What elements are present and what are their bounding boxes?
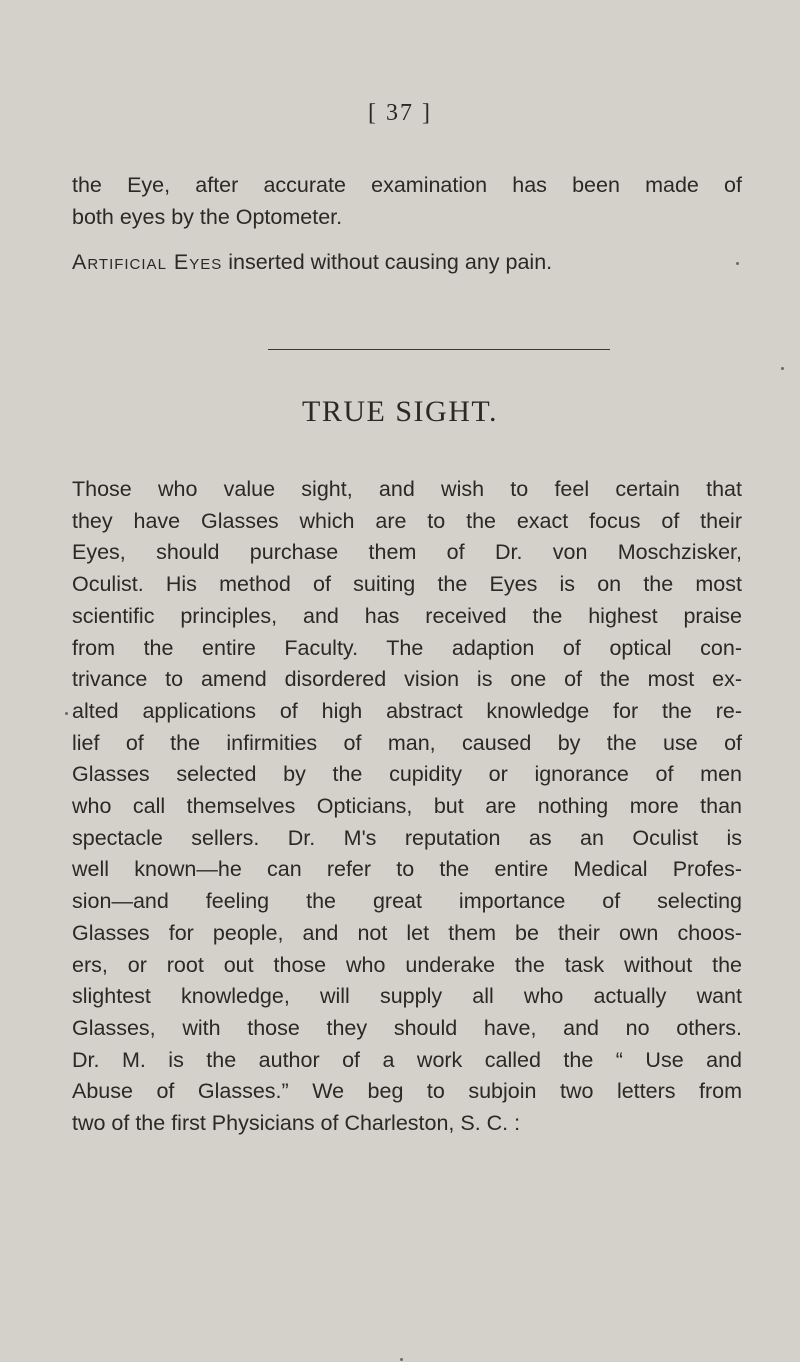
body-line: ers, or root out those who underake the task without the bbox=[72, 952, 742, 977]
body-line: who call themselves Opticians, but are nothing more than bbox=[72, 794, 742, 818]
body-line: Dr. M. is the author of a work called the “ Use and bbox=[72, 1047, 742, 1072]
body-line: alted applications of high abstract knowledge for the re- bbox=[72, 698, 742, 723]
body-line: slightest knowledge, will supply all who actually want bbox=[72, 984, 742, 1009]
body-line: Abuse of Glasses.” We beg to subjoin two letters from bbox=[72, 1079, 742, 1104]
body-line: well known—he can refer to the entire Medical Profes- bbox=[72, 857, 742, 882]
artificial-eyes-rest: inserted without causing any pain. bbox=[222, 250, 553, 274]
body-line: scientific principles, and has received the highest praise bbox=[72, 603, 742, 628]
body-line: they have Glasses which are to the exact focus of their bbox=[72, 508, 742, 533]
body-line: Eyes, should purchase them of Dr. von Moschzisker, bbox=[72, 540, 742, 565]
body-line: Glasses selected by the cupidity or ignorance of men bbox=[72, 762, 742, 787]
paper-speck bbox=[65, 712, 68, 715]
body-line: Oculist. His method of suiting the Eyes is on the most bbox=[72, 572, 742, 597]
body-line: sion—and feeling the great importance of selecting bbox=[72, 889, 742, 914]
section-heading: TRUE SIGHT. bbox=[302, 395, 498, 428]
page-number: [ 37 ] bbox=[368, 100, 432, 126]
artificial-eyes-smallcaps: Artificial Eyes bbox=[72, 250, 223, 274]
paper-speck bbox=[781, 367, 784, 370]
body-line: Those who value sight, and wish to feel certain that bbox=[72, 477, 742, 501]
body-line: trivance to amend disordered vision is one of the most ex- bbox=[72, 667, 742, 692]
intro-line-1: the Eye, after accurate examination has been made of bbox=[72, 173, 742, 197]
section-divider bbox=[268, 349, 610, 350]
intro-line-2: both eyes by the Optometer. bbox=[72, 205, 343, 229]
body-line: Glasses, with those they should have, and no others. bbox=[72, 1015, 742, 1040]
paper-speck bbox=[736, 262, 739, 265]
paper-speck bbox=[400, 1358, 403, 1361]
artificial-eyes-line bbox=[72, 246, 742, 278]
body-line: Glasses for people, and not let them be their own choos- bbox=[72, 920, 742, 945]
body-line: spectacle sellers. Dr. M's reputation as an Oculist is bbox=[72, 825, 742, 850]
body-line: lief of the infirmities of man, caused by the use of bbox=[72, 730, 742, 755]
body-line: from the entire Faculty. The adaption of optical con- bbox=[72, 635, 742, 660]
body-line: two of the first Physicians of Charleston, S. C. : bbox=[72, 1111, 521, 1135]
